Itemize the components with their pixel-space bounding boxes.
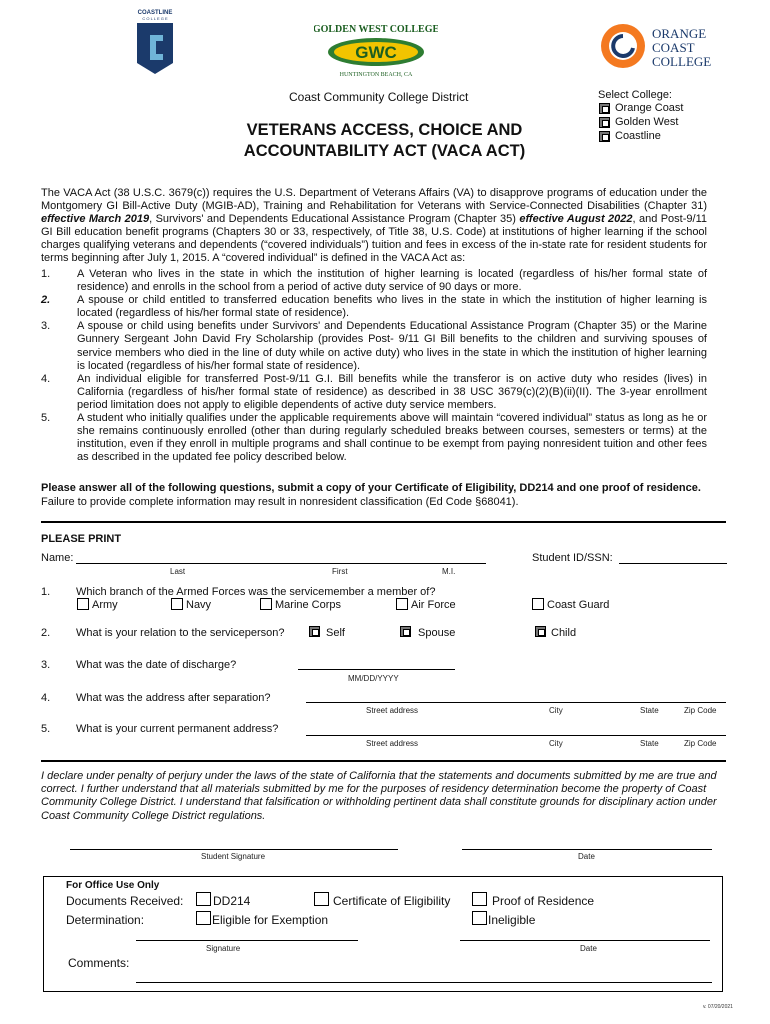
determination-label-ineligible: Ineligible bbox=[488, 913, 536, 927]
doc-label-proof-residence: Proof of Residence bbox=[492, 894, 595, 908]
student-id-label: Student ID/SSN: bbox=[532, 552, 613, 564]
office-signature-field[interactable] bbox=[136, 940, 358, 941]
list-item: 1. A Veteran who lives in the state in which the institution of higher learning is located (regardless of his/her formal state of residence) and enrolls in the school from a period of active duty service of 90 days or more. bbox=[41, 268, 707, 294]
documents-received-label: Documents Received: bbox=[66, 894, 184, 908]
zip-label: Zip Code bbox=[684, 706, 717, 715]
separation-address-field[interactable] bbox=[306, 702, 726, 703]
q3-text: What was the date of discharge? bbox=[76, 659, 237, 671]
student-signature-label: Student Signature bbox=[201, 852, 266, 861]
list-item: 4. An individual eligible for transferred Post-9/11 G.I. Bill benefits while the transferor is on active duty who resides (lives) in California (regardless of his/her formal state of residence) as described in 38 USC 3679(c)(2)(B)(ii)(II). The 3-year enrollment period limitation does not apply to eligible dependents of active duty service members. bbox=[41, 372, 707, 411]
intro-paragraph: The VACA Act (38 U.S.C. 3679(c)) requires the U.S. Department of Veterans Affairs (VA) to disapprove programs of education under the Montgomery GI Bill-Active Duty (MGIB-AD), Training and Rehabilitation for Veterans with Service-Connected Disabilities (Chapter 31) effective March 2019, Survivors' and Dependents Educational Assistance Program (Chapter 35) effective August 2022, and Post-9/11 GI Bill education benefit programs (Chapters 30 or 33, respectively, of Title 38, U.S. Code) at institutions of higher learning if the school charges qualifying veterans and dependents (“covered individuals”) tuition and fees in excess of the in-state rate for resident students for terms beginning after July 1, 2015. A “covered individual” is defined in the VACA Act as: bbox=[41, 187, 707, 265]
branch-checkbox-coast-guard[interactable] bbox=[532, 598, 544, 610]
doc-checkbox-certificate[interactable] bbox=[314, 892, 329, 906]
comments-label: Comments: bbox=[68, 956, 130, 970]
permanent-address-field[interactable] bbox=[306, 735, 726, 736]
q3-number: 3. bbox=[41, 659, 51, 671]
city-label: City bbox=[549, 706, 563, 715]
relation-checkbox-child[interactable] bbox=[535, 626, 546, 637]
relation-checkbox-self[interactable] bbox=[309, 626, 320, 637]
branch-checkbox-air-force[interactable] bbox=[396, 598, 408, 610]
street-label: Street address bbox=[366, 706, 419, 715]
q4-text: What was the address after separation? bbox=[76, 692, 271, 704]
branch-checkbox-marine-corps[interactable] bbox=[260, 598, 272, 610]
list-item: 5. A student who initially qualifies under the applicable requirements above will maintain “covered individual” status as long as he or she remains continuously enrolled (other than during regularly scheduled breaks between courses, semesters or terms) at the institution, even if they enroll in multiple programs and shall continue to be exempt from paying nonresident tuition and other fees as described in the updated fee policy described below. bbox=[41, 412, 707, 464]
branch-label-air-force: Air Force bbox=[411, 599, 456, 611]
college-label-golden-west: Golden West bbox=[615, 116, 679, 128]
q1-text: Which branch of the Armed Forces was the servicemember a member of? bbox=[76, 586, 436, 598]
q1-number: 1. bbox=[41, 586, 51, 598]
determination-label: Determination: bbox=[66, 913, 145, 927]
logo-right-3: COLLEGE bbox=[652, 54, 712, 69]
doc-checkbox-dd214[interactable] bbox=[196, 892, 211, 906]
signature-date-field[interactable] bbox=[462, 849, 712, 850]
student-id-field[interactable] bbox=[619, 563, 727, 564]
college-label-coastline: Coastline bbox=[615, 130, 661, 142]
page-title bbox=[232, 120, 537, 162]
answer-note: Failure to provide complete information may result in nonresident classification (Ed Code §68041). bbox=[41, 496, 519, 508]
office-signature-label: Signature bbox=[206, 944, 241, 953]
relation-checkbox-spouse[interactable] bbox=[400, 626, 411, 637]
please-print: PLEASE PRINT bbox=[41, 533, 122, 545]
college-checkbox-coastline[interactable] bbox=[599, 131, 610, 142]
logo-center-top: GOLDEN WEST COLLEGE bbox=[314, 24, 438, 35]
college-checkbox-golden-west[interactable] bbox=[599, 117, 610, 128]
determination-label-eligible: Eligible for Exemption bbox=[212, 913, 329, 927]
office-date-field[interactable] bbox=[460, 940, 710, 941]
branch-checkbox-navy[interactable] bbox=[171, 598, 183, 610]
logo-center-bottom: HUNTINGTON BEACH, CA bbox=[339, 72, 413, 78]
determination-checkbox-eligible[interactable] bbox=[196, 911, 211, 925]
page-title-line1: VETERANS ACCESS, CHOICE AND bbox=[246, 121, 523, 139]
mi-label: M.I. bbox=[442, 567, 456, 576]
list-item: 3. A spouse or child using benefits under Survivors' and Dependents Educational Assistance Program (Chapter 35) or the Marine Gunnery Sergeant John David Fry Scholarship (provides Post- 9/11 GI Bill benefits to the children and surviving spouses of service members who died in the line of duty while on active duty) who lives in the state in which the institution of higher learning is located (regardless of his/her formal state of residence). bbox=[41, 320, 707, 372]
state-label: State bbox=[640, 706, 659, 715]
q5-number: 5. bbox=[41, 723, 51, 735]
branch-checkbox-army[interactable] bbox=[77, 598, 89, 610]
date-format-label: MM/DD/YYYY bbox=[348, 674, 399, 683]
logo-right-1: ORANGE bbox=[652, 26, 707, 41]
logo-right-2: COAST bbox=[652, 40, 695, 55]
relation-label-self: Self bbox=[326, 627, 345, 639]
branch-label-coast-guard: Coast Guard bbox=[547, 599, 610, 611]
doc-checkbox-proof-residence[interactable] bbox=[472, 892, 487, 906]
golden-west-logo bbox=[314, 16, 438, 80]
name-label: Name: bbox=[41, 552, 74, 564]
relation-label-child: Child bbox=[551, 627, 577, 639]
covered-list bbox=[41, 268, 707, 464]
divider bbox=[41, 521, 726, 523]
doc-label-certificate: Certificate of Eligibility bbox=[333, 894, 451, 908]
doc-label-dd214: DD214 bbox=[213, 894, 251, 908]
college-checkbox-orange-coast[interactable] bbox=[599, 103, 610, 114]
select-college-label: Select College: bbox=[598, 89, 672, 101]
divider bbox=[41, 760, 726, 762]
q2-number: 2. bbox=[41, 627, 51, 639]
relation-label-spouse: Spouse bbox=[418, 627, 456, 639]
q5-text: What is your current permanent address? bbox=[76, 723, 279, 735]
comments-field[interactable] bbox=[136, 982, 712, 983]
version-footer: v. 07/20/2021 bbox=[703, 1004, 733, 1010]
svg-text:C O L L E G E: C O L L E G E bbox=[142, 16, 168, 21]
city-label: City bbox=[549, 739, 563, 748]
state-label: State bbox=[640, 739, 659, 748]
orange-coast-logo bbox=[598, 18, 713, 78]
determination-checkbox-ineligible[interactable] bbox=[472, 911, 487, 925]
answer-instructions: Please answer all of the following questions, submit a copy of your Certificate of Eligibility, DD214 and one proof of residence. bbox=[41, 482, 701, 494]
first-label: First bbox=[332, 567, 348, 576]
declaration-text: I declare under penalty of perjury under the laws of the state of California that the statements and documents submitted by me are true and correct. I further understand that all materials submitted by me for the purposes of residency determination become the property of Coast Community College District. I understand that falsification or withholding pertinent data shall constitute grounds for disciplinary action under Coast Community College District regulations. bbox=[41, 770, 717, 822]
branch-label-army: Army bbox=[92, 599, 118, 611]
last-label: Last bbox=[170, 567, 186, 576]
svg-text:COASTLINE: COASTLINE bbox=[137, 10, 173, 16]
street-label: Street address bbox=[366, 739, 419, 748]
q4-number: 4. bbox=[41, 692, 51, 704]
q2-text: What is your relation to the serviceperson? bbox=[76, 627, 285, 639]
list-item: 2. A spouse or child entitled to transferred education benefits who lives in the state in which the institution of higher learning is located (regardless of his/her formal state of residence). bbox=[41, 294, 707, 320]
branch-label-navy: Navy bbox=[186, 599, 212, 611]
student-signature-field[interactable] bbox=[70, 849, 398, 850]
branch-label-marine-corps: Marine Corps bbox=[275, 599, 342, 611]
logo-center-mid: GWC bbox=[355, 43, 397, 62]
office-use-title: For Office Use Only bbox=[66, 880, 160, 891]
discharge-date-field[interactable] bbox=[298, 669, 455, 670]
name-field[interactable] bbox=[76, 563, 486, 564]
zip-label: Zip Code bbox=[684, 739, 717, 748]
district-name: Coast Community College District bbox=[289, 90, 469, 104]
page-title-line2: ACCOUNTABILITY ACT (VACA ACT) bbox=[243, 142, 526, 160]
college-label-orange-coast: Orange Coast bbox=[615, 102, 684, 114]
signature-date-label: Date bbox=[578, 852, 595, 861]
coastline-logo bbox=[134, 8, 176, 76]
office-date-label: Date bbox=[580, 944, 597, 953]
